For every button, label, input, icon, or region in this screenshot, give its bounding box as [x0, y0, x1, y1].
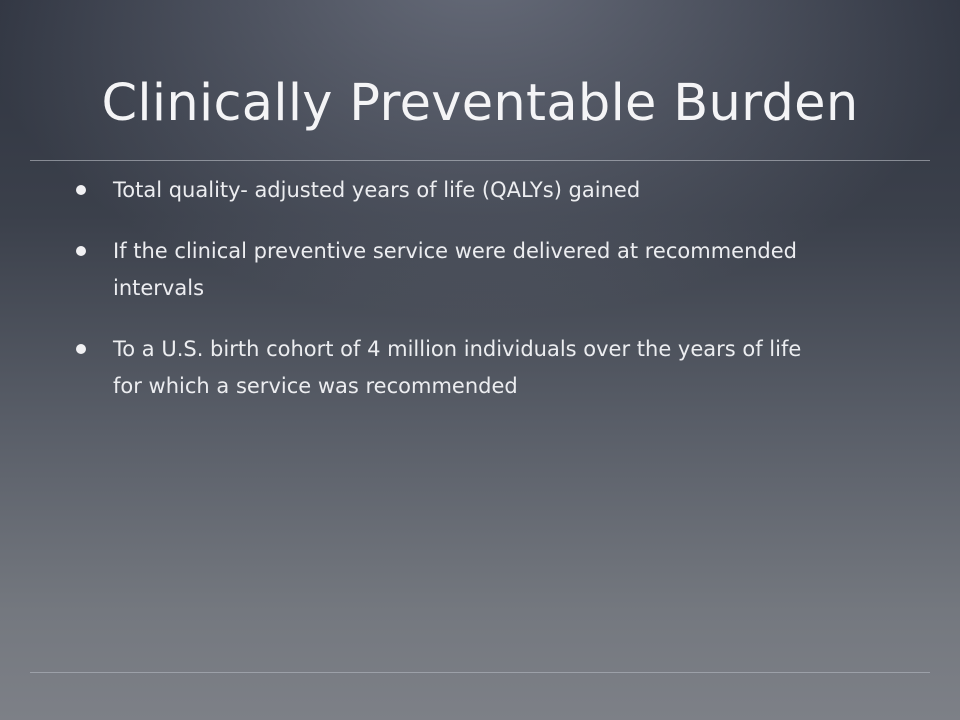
- bullet-text: To a U.S. birth cohort of 4 million individuals over the years of life for which a service was recommended: [113, 337, 802, 398]
- bullet-item: [76, 331, 836, 405]
- title-divider: [30, 160, 930, 161]
- bullet-list: [76, 172, 836, 429]
- bullet-item: [76, 233, 836, 307]
- bullet-dot-icon: [76, 344, 86, 354]
- slide-title: Clinically Preventable Burden: [101, 74, 859, 133]
- bullet-text: Total quality- adjusted years of life (QALYs) gained: [113, 178, 641, 202]
- bullet-text: If the clinical preventive service were delivered at recommended intervals: [113, 239, 797, 300]
- bullet-item: [76, 172, 836, 209]
- bullet-dot-icon: [76, 185, 86, 195]
- footer-divider: [30, 672, 930, 673]
- bullet-dot-icon: [76, 246, 86, 256]
